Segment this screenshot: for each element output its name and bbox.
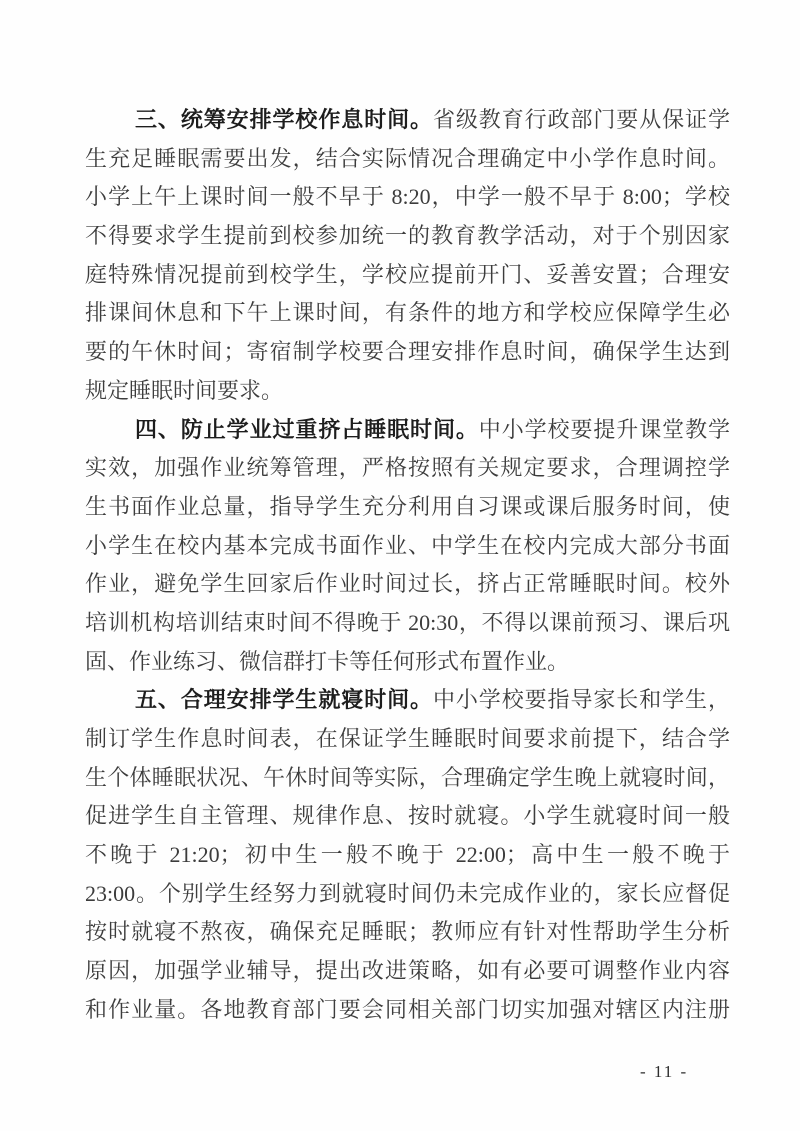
section-heading: 五、合理安排学生就寝时间。 <box>135 687 433 713</box>
text-line: 五、合理安排学生就寝时间。中小学校要指导家长和学生， <box>135 687 730 713</box>
text-line: 作业，避免学生回家后作业时间过长，挤占正常睡眠时间。校外 <box>85 571 730 597</box>
text-line: 小学上午上课时间一般不早于 8:20，中学一般不早于 8:00；学校 <box>85 184 730 210</box>
text-line: 不得要求学生提前到校参加统一的教育教学活动，对于个别因家 <box>85 223 730 249</box>
section-heading: 四、防止学业过重挤占睡眠时间。 <box>135 416 479 442</box>
text-line: 和作业量。各地教育部门要会同相关部门切实加强对辖区内注册 <box>85 996 730 1022</box>
text-line: 要的午休时间；寄宿制学校要合理安排作息时间，确保学生达到 <box>85 339 730 365</box>
section-heading: 三、统筹安排学校作息时间。 <box>135 107 433 132</box>
text-line: 生个体睡眠状况、午休时间等实际，合理确定学生晚上就寝时间， <box>85 764 730 790</box>
text-line: 三、统筹安排学校作息时间。省级教育行政部门要从保证学 <box>135 107 730 132</box>
text-line: 不晚于 21:20；初中生一般不晚于 22:00；高中生一般不晚于 <box>85 842 730 868</box>
text-line: 庭特殊情况提前到校学生，学校应提前开门、妥善安置；合理安 <box>85 261 730 287</box>
paragraph <box>85 411 730 682</box>
text-line: 生充足睡眠需要出发，结合实际情况合理确定中小学作息时间。 <box>85 145 730 171</box>
text-line: 规定睡眠时间要求。 <box>85 377 284 403</box>
text-line: 生书面作业总量，指导学生充分利用自习课或课后服务时间，使 <box>85 493 730 519</box>
paragraph <box>85 681 730 1029</box>
text-line: 促进学生自主管理、规律作息、按时就寝。小学生就寝时间一般 <box>85 803 730 829</box>
text-block <box>85 101 730 1030</box>
paragraph <box>85 101 730 411</box>
text-line: 23:00。个别学生经努力到就寝时间仍未完成作业的，家长应督促 <box>85 880 730 906</box>
text-line: 制订学生作息时间表，在保证学生睡眠时间要求前提下，结合学 <box>85 726 730 751</box>
page-number: - 11 - <box>640 1062 689 1081</box>
text-line: 实效，加强作业统筹管理，严格按照有关规定要求，合理调控学 <box>85 455 730 481</box>
text-line: 四、防止学业过重挤占睡眠时间。中小学校要提升课堂教学 <box>135 416 730 442</box>
text-line: 原因，加强学业辅导，提出改进策略，如有必要可调整作业内容 <box>85 958 730 984</box>
text-line: 培训机构培训结束时间不得晚于 20:30，不得以课前预习、课后巩 <box>85 609 730 635</box>
text-line: 小学生在校内基本完成书面作业、中学生在校内完成大部分书面 <box>85 532 730 558</box>
text-line: 按时就寝不熬夜，确保充足睡眠；教师应有针对性帮助学生分析 <box>85 919 730 945</box>
text-line: 排课间休息和下午上课时间，有条件的地方和学校应保障学生必 <box>85 300 730 326</box>
text-line: 固、作业练习、微信群打卡等任何形式布置作业。 <box>85 648 570 674</box>
